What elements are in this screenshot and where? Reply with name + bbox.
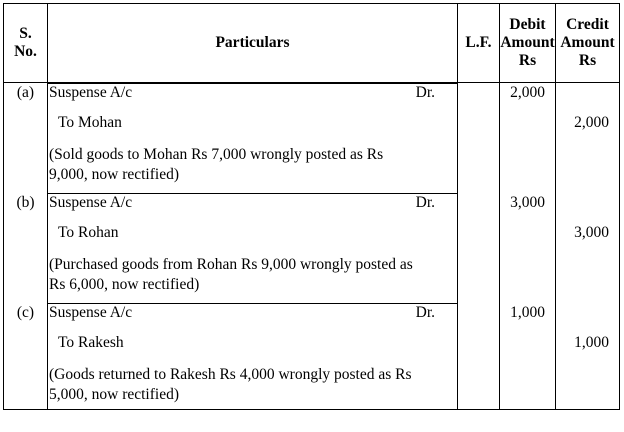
sno-cell-empty <box>4 113 48 145</box>
header-row <box>4 4 620 83</box>
credit-account: To Rakesh <box>58 334 124 351</box>
entry-a-debit-row <box>4 83 620 114</box>
debit-amount: 3,000 <box>500 193 556 223</box>
debit-cell-empty <box>500 255 556 303</box>
credit-cell-empty <box>556 365 620 410</box>
lf-cell <box>458 223 500 255</box>
entry-credit-particulars <box>48 223 458 255</box>
entry-credit-particulars <box>48 333 458 365</box>
lf-cell <box>458 303 500 333</box>
lf-cell <box>458 365 500 410</box>
header-lf: L.F. <box>458 4 500 83</box>
header-debit-line1: Debit <box>509 16 546 33</box>
credit-cell-empty <box>556 193 620 223</box>
dr-label: Dr. <box>415 194 435 211</box>
dr-label: Dr. <box>415 304 435 321</box>
header-sno <box>4 4 48 83</box>
debit-cell-empty <box>500 365 556 410</box>
narration-line2: 5,000, now rectified) <box>49 386 179 403</box>
debit-account: Suspense A/c <box>49 304 133 321</box>
entry-sno: (c) <box>4 303 48 333</box>
sno-cell-empty <box>4 145 48 193</box>
lf-cell <box>458 193 500 223</box>
credit-amount: 3,000 <box>556 223 620 255</box>
narration-line1: (Goods returned to Rakesh Rs 4,000 wrongly posted as Rs <box>49 366 412 383</box>
lf-cell <box>458 83 500 114</box>
entry-c-narration-row <box>4 365 620 410</box>
credit-amount: 2,000 <box>556 113 620 145</box>
header-debit-line3: Rs <box>518 52 537 69</box>
entry-sno: (a) <box>4 83 48 114</box>
debit-account: Suspense A/c <box>49 194 133 211</box>
lf-cell <box>458 255 500 303</box>
header-sno-line2: No. <box>14 43 37 60</box>
debit-amount: 2,000 <box>500 83 556 114</box>
entry-debit-particulars <box>48 83 458 114</box>
entry-a-credit-row <box>4 113 620 145</box>
lf-cell <box>458 333 500 365</box>
debit-cell-empty <box>500 113 556 145</box>
lf-cell <box>458 145 500 193</box>
credit-amount: 1,000 <box>556 333 620 365</box>
entry-b-narration-row <box>4 255 620 303</box>
entry-c-credit-row <box>4 333 620 365</box>
entry-c-debit-row <box>4 303 620 333</box>
header-credit <box>556 4 620 83</box>
entry-b-debit-row <box>4 193 620 223</box>
debit-cell-empty <box>500 223 556 255</box>
credit-cell-empty <box>556 145 620 193</box>
sno-cell-empty <box>4 255 48 303</box>
sno-cell-empty <box>4 333 48 365</box>
narration <box>48 145 458 193</box>
sno-cell-empty <box>4 365 48 410</box>
debit-cell-empty <box>500 333 556 365</box>
header-debit <box>500 4 556 83</box>
narration-line1: (Purchased goods from Rohan Rs 9,000 wrongly posted as <box>49 256 413 273</box>
narration <box>48 255 458 303</box>
entry-debit-particulars <box>48 303 458 333</box>
journal-table <box>3 3 620 410</box>
header-sno-line1: S. <box>19 25 32 42</box>
debit-cell-empty <box>500 145 556 193</box>
credit-cell-empty <box>556 255 620 303</box>
entry-b-credit-row <box>4 223 620 255</box>
debit-account: Suspense A/c <box>49 84 133 101</box>
credit-cell-empty <box>556 83 620 114</box>
debit-amount: 1,000 <box>500 303 556 333</box>
entry-debit-particulars <box>48 193 458 223</box>
narration <box>48 365 458 410</box>
credit-account: To Mohan <box>58 114 122 131</box>
header-credit-line3: Rs <box>578 52 597 69</box>
credit-account: To Rohan <box>58 224 119 241</box>
header-particulars: Particulars <box>48 4 458 83</box>
narration-line1: (Sold goods to Mohan Rs 7,000 wrongly posted as Rs <box>49 146 384 163</box>
header-credit-line1: Credit <box>566 16 609 33</box>
lf-cell <box>458 113 500 145</box>
dr-label: Dr. <box>415 84 435 101</box>
credit-cell-empty <box>556 303 620 333</box>
header-debit-line2: Amount <box>500 34 555 51</box>
narration-line2: 9,000, now rectified) <box>49 166 179 183</box>
narration-line2: Rs 6,000, now rectified) <box>49 276 200 293</box>
entry-credit-particulars <box>48 113 458 145</box>
entry-sno: (b) <box>4 193 48 223</box>
entry-a-narration-row <box>4 145 620 193</box>
header-credit-line2: Amount <box>560 34 615 51</box>
sno-cell-empty <box>4 223 48 255</box>
